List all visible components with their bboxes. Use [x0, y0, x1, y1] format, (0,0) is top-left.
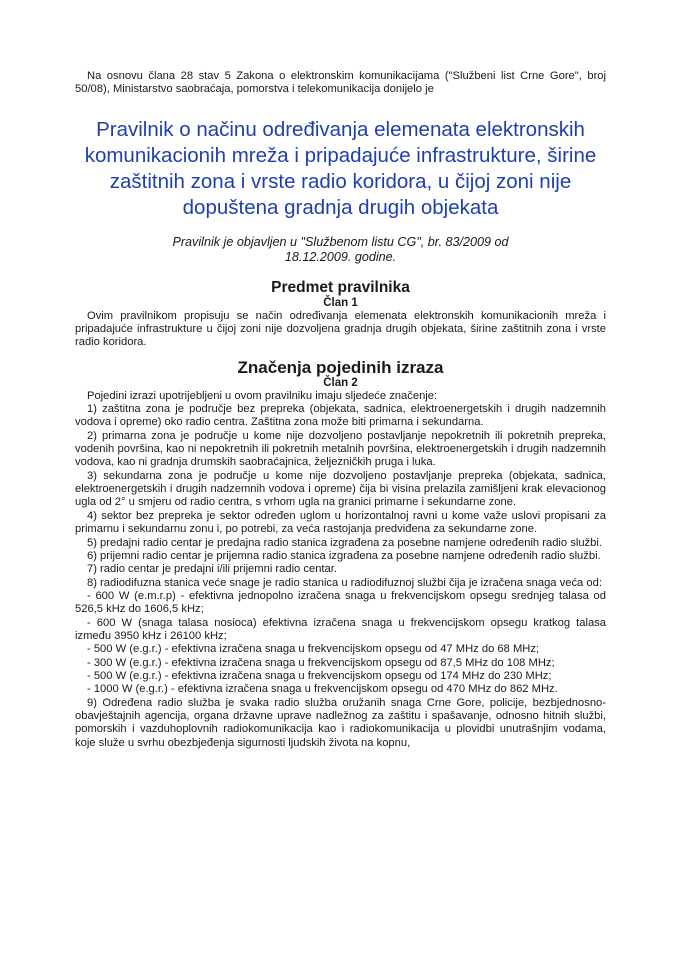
paragraph: Pojedini izrazi upotrijebljeni u ovom pravilniku imaju sljedeće značenje:	[87, 389, 438, 402]
section-predmet	[75, 279, 606, 350]
paragraph: - 500 W (e.g.r.) - efektivna izračena snaga u frekvencijskom opsegu od 47 MHz do 68 MHz;	[87, 643, 540, 656]
paragraph: Ovim pravilnikom propisuju se način određivanja elemenata elektronskih komunikacionih mreža i pripadajuće infrastrukture u čijoj zoni nije dozvoljena gradnja drugih objekata, širine zaštitnih zona i vrste radio koridora.	[75, 309, 606, 349]
publication-line: 18.12.2009. godine.	[284, 249, 397, 264]
section-znacenja	[75, 358, 606, 750]
paragraph: - 500 W (e.g.r.) - efektivna izračena snaga u frekvencijskom opsegu od 174 MHz do 230 MHz;	[87, 669, 552, 682]
paragraph: 2) primarna zona je područje u kome nije dozvoljeno postavljanje nepokretnih ili pokretnih prepreka, vodenih površina, kao ni nepokretnih ili pokretnih metalnih površina, elektroenergetskih i drugih nadzemnih vodova, kao ni gradnja drumskih saobraćajnica, željezničkih pruga i luka.	[75, 429, 606, 469]
paragraph: 5) predajni radio centar je predajna radio stanica izgrađena za posebne namjene određenih radio službi.	[87, 536, 602, 549]
publication-note	[75, 235, 606, 265]
title-line: zaštitnih zona i vrste radio koridora, u čijoj zoni nije	[109, 169, 572, 193]
section-heading: Predmet pravilnika	[271, 278, 410, 296]
section-heading: Značenja pojedinih izraza	[237, 357, 444, 377]
paragraph: 8) radiodifuzna stanica veće snage je radio stanica u radiodifuznoj službi čija je izračena snaga veća od:	[87, 576, 602, 589]
paragraph: - 300 W (e.g.r.) - efektivna izračena snaga u frekvencijskom opsegu od 87,5 MHz do 108 MHz;	[87, 656, 555, 669]
paragraph: - 600 W (e.m.r.p) - efektivna jednopolno izračena snaga u frekvencijskom opsegu srednjeg talasa od 526,5 kHz do 1606,5 kHz;	[75, 589, 606, 616]
document-title	[75, 117, 606, 221]
paragraph: 3) sekundarna zona je područje u kome nije dozvoljeno postavljanje prepreka (objekata, sadnica, elektroenergetskih i drugih nadzemnih vodova i opreme) čija bi visina prelazila zamišljeni krak elevacionog ugla od 2° u smjeru od radio centra, s vrhom ugla na granici primarne i sekundarne zone.	[75, 469, 606, 509]
article-number: Član 1	[323, 296, 358, 309]
paragraph: 7) radio centar je predajni i/ili prijemni radio centar.	[87, 563, 337, 576]
paragraph: 4) sektor bez prepreka je sektor određen uglom u horizontalnoj ravni u kome važe uslovi propisani za primarnu i sekundarnu zonu i, po potrebi, za veća rastojanja predviđena za sekundarne zone.	[75, 509, 606, 536]
paragraph: - 1000 W (e.g.r.) - efektivna izračena snaga u frekvencijskom opsegu od 470 MHz do 862 MHz.	[87, 683, 558, 696]
title-line: komunikacionih mreža i pripadajuće infrastrukture, širine	[84, 143, 597, 167]
title-line: Pravilnik o načinu određivanja elemenata elektronskih	[96, 117, 585, 141]
title-line: dopuštena gradnja drugih objekata	[182, 195, 499, 219]
publication-line: Pravilnik je objavljen u "Službenom listu CG", br. 83/2009 od	[172, 234, 509, 249]
document-page	[75, 70, 606, 750]
article-number: Član 2	[323, 376, 358, 389]
paragraph: - 600 W (snaga talasa nosioca) efektivna izračena snaga u frekvencijskom opsegu kratkog talasa između 3950 kHz i 26100 kHz;	[75, 616, 606, 642]
paragraph: 9) Određena radio služba je svaka radio služba oružanih snaga Crne Gore, policije, bezbjednosno-obavještajnih agencija, organa državne uprave nadležnog za zaštitu i spašavanje, odnosno hitnih službi, pomorskih i vazduhoplovnih radiokomunikacija kao i radiokomunikacija u plovidbi unutrašnjim vodama, koje služe u svrhu obezbjeđenja sigurnosti ljudskih života na kopnu,	[75, 696, 606, 749]
paragraph: 6) prijemni radio centar je prijemna radio stanica izgrađena za posebne namjene određenih radio službi.	[87, 549, 601, 562]
paragraph: 1) zaštitna zona je područje bez prepreka (objekata, sadnica, elektroenergetskih i drugih nadzemnih vodova i opreme) oko radio centra. Zaštitna zona može biti primarna i sekundarna.	[75, 403, 606, 429]
preamble: Na osnovu člana 28 stav 5 Zakona o elektronskim komunikacijama ("Službeni list Crne Gore", broj 50/08), Ministarstvo saobraćaja, pomorstva i telekomunikacija donijelo je	[75, 70, 606, 96]
